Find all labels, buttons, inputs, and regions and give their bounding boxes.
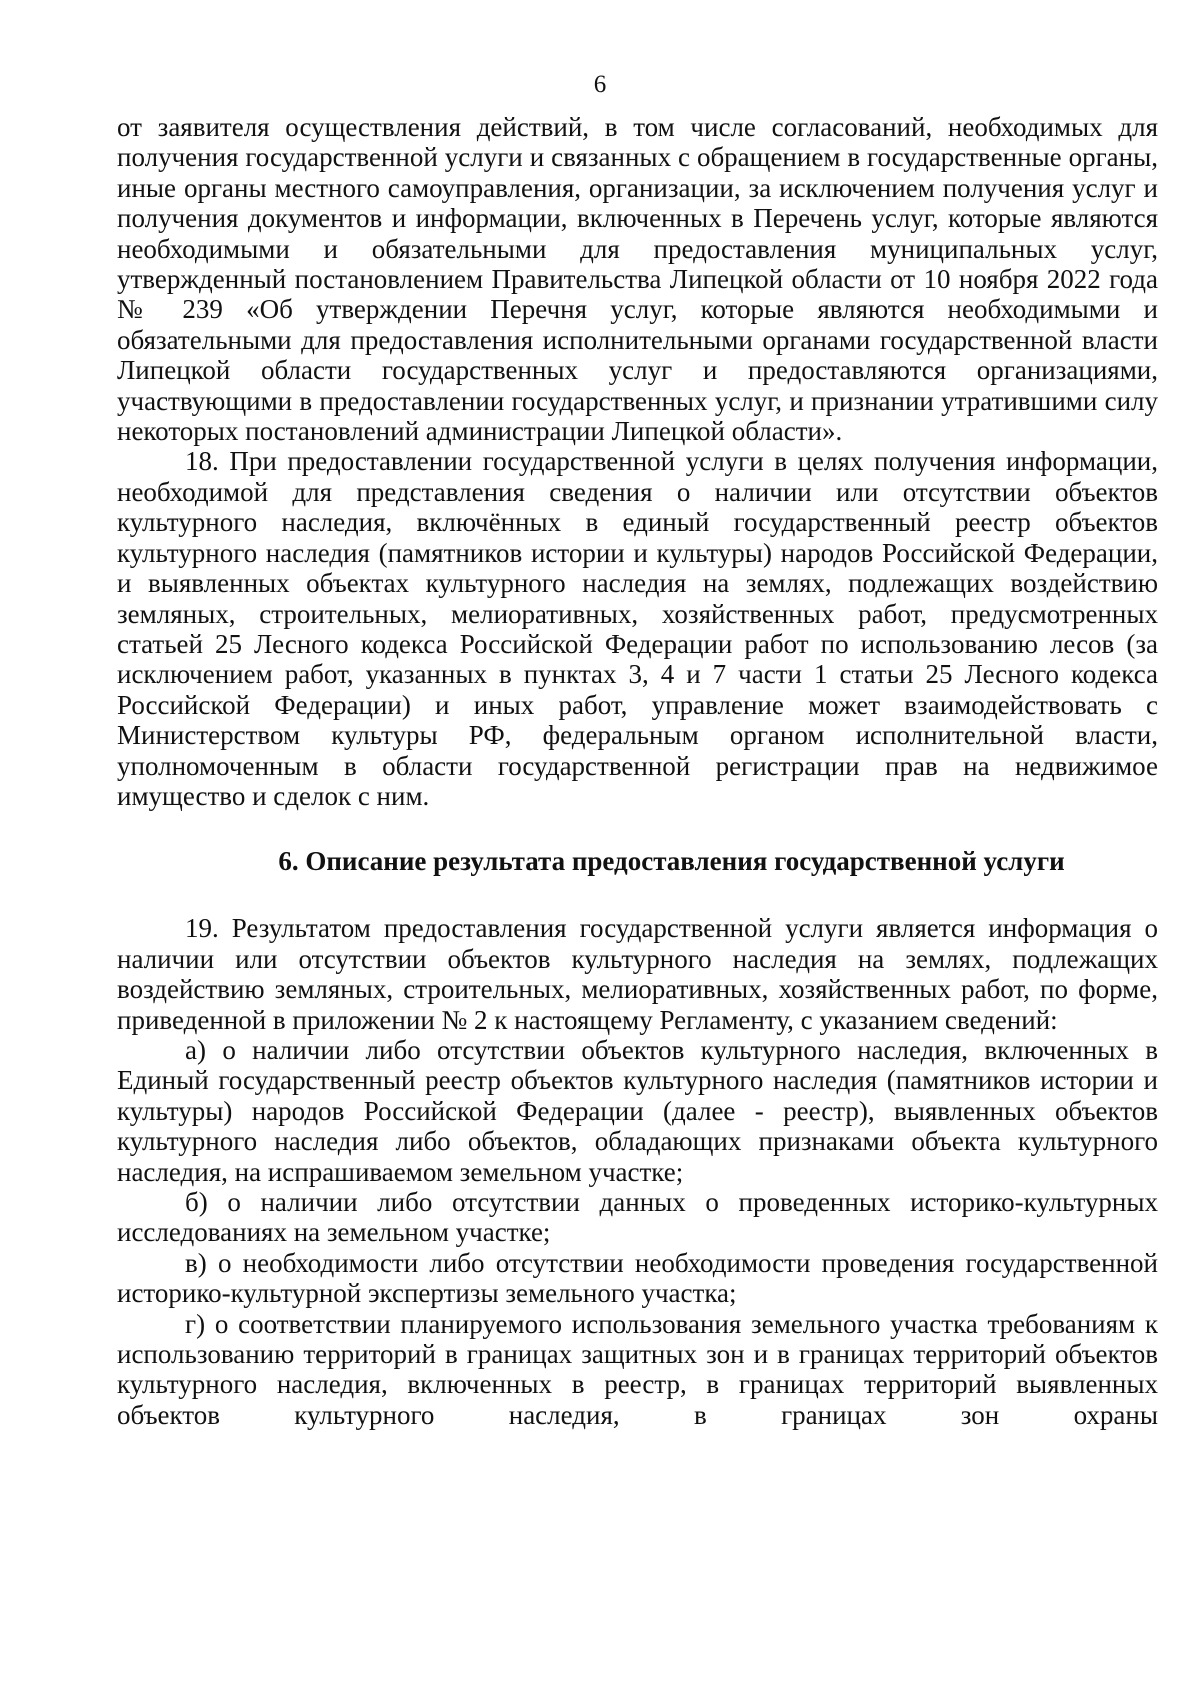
paragraph-19: 19. Результатом предоставления государственной услуги является информация о наличии или отсутствии объектов культурного наследия на землях, подлежащих воздействию земляных, строительных, мелиоративных, хозяйственных работ, по форме, приведенной в приложении № 2 к настоящему Регламенту, с указанием сведений: <box>117 913 1158 1035</box>
list-item-v: в) о необходимости либо отсутствии необходимости проведения государственной историко-культурной экспертизы земельного участка; <box>117 1247 1158 1309</box>
document-body <box>117 112 1158 1430</box>
list-item-a: а) о наличии либо отсутствии объектов культурного наследия, включенных в Единый государственный реестр объектов культурного наследия (памятников истории и культуры) народов Российской Федерации (далее - реестр), выявленных объектов культурного наследия либо объектов, обладающих признаками объекта культурного наследия, на испрашиваемом земельном участке; <box>117 1034 1158 1187</box>
page-number: 6 <box>593 71 607 98</box>
paragraph-continuation: от заявителя осуществления действий, в том числе согласований, необходимых для получения государственной услуги и связанных с обращением в государственные органы, иные органы местного самоуправления, организации, за исключением получения услуг и получения документов и информации, включенных в Перечень услуг, которые являются необходимыми и обязательными для предоставления муниципальных услуг, утвержденный постановлением Правительства Липецкой области от 10 ноября 2022 года № 239 «Об утверждении Перечня услуг, которые являются необходимыми и обязательными для предоставления исполнительными органами государственной власти Липецкой области государственных услуг и предоставляются организациями, участвующими в предоставлении государственных услуг, и признании утратившими силу некоторых постановлений администрации Липецкой области». <box>117 112 1158 447</box>
paragraph-18: 18. При предоставлении государственной услуги в целях получения информации, необходимой для представления сведения о наличии или отсутствии объектов культурного наследия, включённых в единый государственный реестр объектов культурного наследия (памятников истории и культуры) народов Российской Федерации, и выявленных объектах культурного наследия на землях, подлежащих воздействию земляных, строительных, мелиоративных, хозяйственных работ, предусмотренных статьей 25 Лесного кодекса Российской Федерации работ по использованию лесов (за исключением работ, указанных в пунктах 3, 4 и 7 части 1 статьи 25 Лесного кодекса Российской Федерации) и иных работ, управление может взаимодействовать с Министерством культуры РФ, федеральным органом исполнительной власти, уполномоченным в области государственной регистрации прав на недвижимое имущество и сделок с ним. <box>117 446 1158 811</box>
section-heading: 6. Описание результата предоставления государственной услуги <box>278 846 1065 877</box>
list-item-b: б) о наличии либо отсутствии данных о проведенных историко-культурных исследованиях на земельном участке; <box>117 1187 1158 1248</box>
list-item-g: г) о соответствии планируемого использования земельного участка требованиям к использованию территорий в границах защитных зон и в границах территорий объектов культурного наследия, включенных в реестр, в границах территорий выявленных объектов культурного наследия, в границах зон охраны <box>117 1308 1158 1430</box>
